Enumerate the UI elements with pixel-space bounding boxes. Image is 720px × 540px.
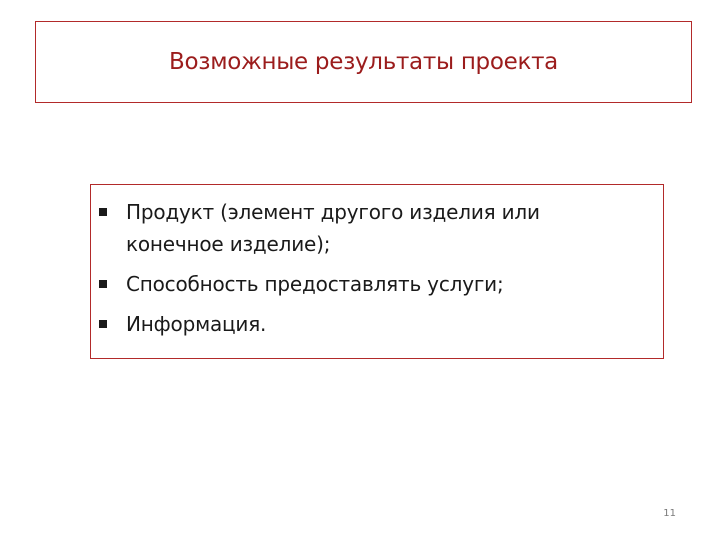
slide-title: Возможные результаты проекта: [169, 49, 558, 75]
bullet-item: [91, 308, 663, 340]
bullet-item: [91, 268, 663, 300]
page-number: 11: [663, 508, 676, 519]
content-box: [90, 184, 664, 359]
title-box: [35, 21, 692, 103]
bullet-text: Способность предоставлять услуги;: [126, 272, 504, 296]
bullet-item: [91, 196, 663, 260]
bullet-text: Продукт (элемент другого изделия или конечное изделие);: [126, 200, 540, 256]
bullet-text: Информация.: [126, 312, 267, 336]
square-bullet-icon: [99, 208, 107, 216]
bullet-list: [91, 196, 663, 348]
square-bullet-icon: [99, 320, 107, 328]
square-bullet-icon: [99, 280, 107, 288]
